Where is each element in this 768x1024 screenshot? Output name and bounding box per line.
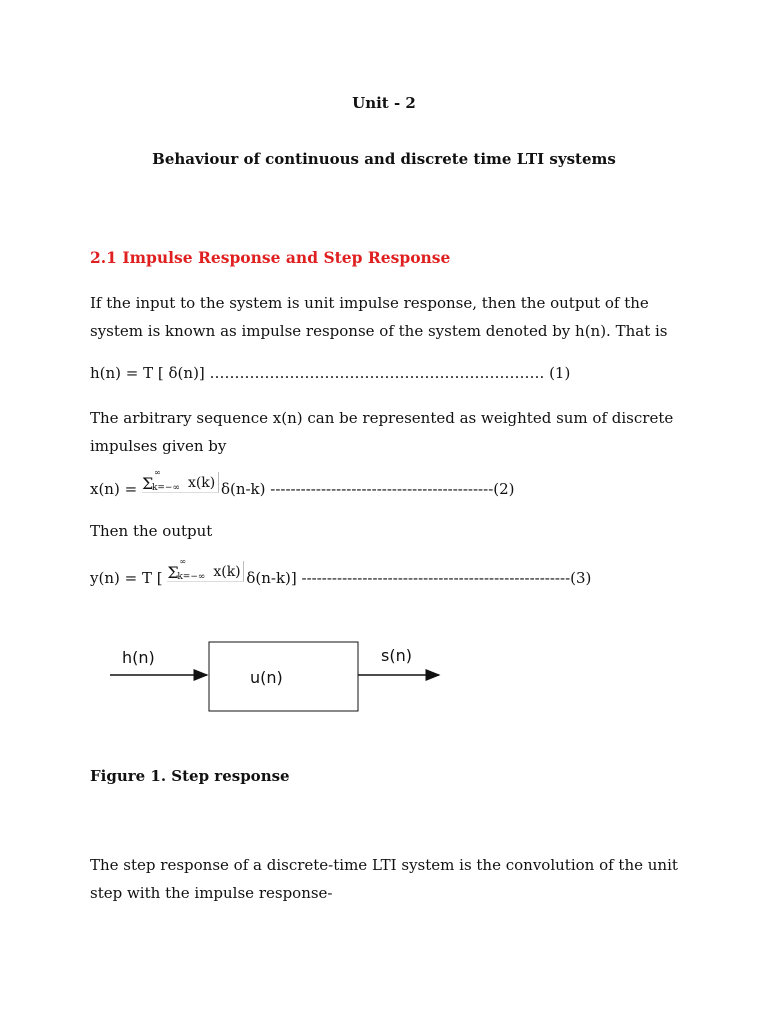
unit-title: Unit - 2: [352, 94, 416, 112]
sum-term: x(k): [213, 564, 241, 580]
sum-upper-limit: ∞: [153, 468, 161, 477]
sum-lower-limit: k=−∞: [177, 572, 206, 582]
equation-3-right: δ(n-k)] -----------------------------------------------------(3): [246, 569, 592, 587]
equation-2-left: x(n) =: [90, 480, 142, 498]
paragraph-step-response: [90, 851, 680, 907]
paragraph-impulse-definition: [90, 289, 680, 345]
equation-3: [90, 557, 592, 587]
paragraph-line: The arbitrary sequence x(n) can be represented as weighted sum of discrete: [90, 409, 674, 427]
sum-term: x(k): [187, 475, 216, 491]
equation-1: h(n) = T [ δ(n)] …………………………………………………………. (1): [90, 364, 571, 382]
system-block: [209, 642, 358, 711]
equation-2-right: δ(n-k) --------------------------------------------(2): [220, 480, 515, 498]
figure-caption: Figure 1. Step response: [90, 767, 290, 785]
then-output-text: Then the output: [90, 522, 213, 540]
paragraph-line: If the input to the system is unit impulse response, then the output of the: [90, 294, 649, 312]
block-label: u(n): [250, 668, 283, 687]
section-heading: 2.1 Impulse Response and Step Response: [90, 248, 451, 267]
sigma-symbol: Σ: [141, 474, 154, 493]
sum-lower-limit: k=−∞: [151, 483, 180, 493]
paragraph-line: step with the impulse response-: [90, 884, 333, 902]
sigma-symbol: Σ: [167, 563, 179, 582]
paragraph-line: The step response of a discrete-time LTI system is the convolution of the unit: [90, 856, 678, 874]
paragraph-arbitrary-sequence: [90, 404, 680, 460]
input-label: h(n): [122, 648, 155, 667]
step-response-diagram: [0, 630, 768, 730]
paragraph-line: impulses given by: [90, 437, 227, 455]
chapter-title: Behaviour of continuous and discrete time LTI systems: [152, 150, 616, 168]
equation-3-left: y(n) = T [: [90, 569, 168, 587]
sum-upper-limit: ∞: [179, 557, 187, 566]
paragraph-line: system is known as impulse response of the system denoted by h(n). That is: [90, 322, 668, 340]
summation-3: [167, 557, 241, 585]
summation-2: [141, 468, 216, 496]
equation-2: [90, 468, 515, 498]
output-label: s(n): [381, 646, 412, 665]
